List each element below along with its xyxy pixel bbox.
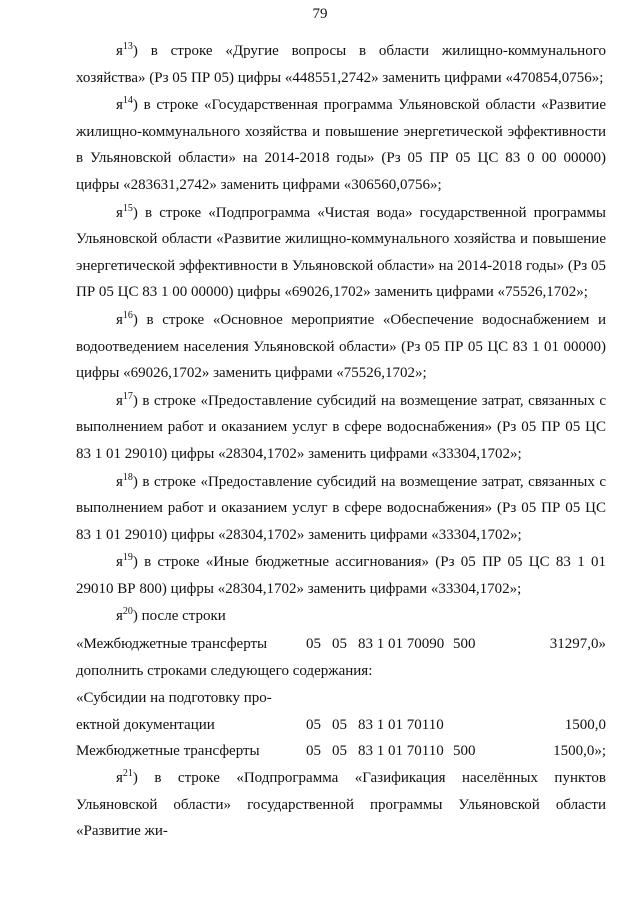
amount-cell: 31297,0» bbox=[549, 636, 606, 653]
amount-cell: 1500,0»; bbox=[553, 743, 606, 760]
paragraph-text: ) в строке «Подпрограмма «Чистая вода» государственной программы Ульяновской области «Развитие жилищно-коммунального хозяйства и повышение энергетической эффективности в Ульяновской области» на 2014-2018 годы» (Рз 05 ПР 05 ЦС 83 1 00 00000) цифры «69026,1702» заменить цифрами «75526,1702»; bbox=[76, 204, 606, 301]
table-row bbox=[76, 685, 606, 712]
table-row bbox=[76, 631, 606, 658]
paragraph-20 bbox=[76, 603, 606, 630]
row-title-cell: «Субсидии на подготовку про- bbox=[76, 690, 272, 707]
row-title-cell: «Межбюджетные трансферты bbox=[76, 636, 268, 653]
item-letter: я bbox=[116, 392, 123, 409]
paragraph-text: ) в строке «Подпрограмма «Газификация населённых пунктов Ульяновской области» государственной программы Ульяновской области «Развитие жи- bbox=[76, 770, 606, 840]
subsection-code-cell: 05 bbox=[332, 716, 347, 733]
item-number: 14 bbox=[122, 95, 133, 107]
paragraph-21 bbox=[76, 765, 606, 845]
expense-type-cell: 500 bbox=[453, 636, 476, 653]
section-code-cell: 05 bbox=[306, 636, 321, 653]
expense-type-cell: 500 bbox=[453, 743, 476, 760]
item-letter: я bbox=[116, 473, 123, 490]
paragraph-14 bbox=[76, 92, 606, 198]
amount-cell: 1500,0 bbox=[564, 716, 606, 733]
item-number: 17 bbox=[122, 390, 133, 402]
item-letter: я bbox=[116, 204, 123, 221]
new-rows-table bbox=[76, 685, 606, 765]
item-number: 19 bbox=[122, 552, 133, 564]
item-letter: я bbox=[116, 43, 123, 59]
paragraph-text: ) в строке «Предоставление субсидий на возмещение затрат, связанных с выполнением работ и оказанием услуг в сфере водоснабжения» (Рз 05 ПР 05 ЦС 83 1 01 29010) цифры «28304,1702» заменить цифрами «33304,1702»; bbox=[76, 473, 606, 543]
row-title-cell: Межбюджетные трансферты bbox=[76, 743, 260, 760]
paragraph-15 bbox=[76, 200, 606, 306]
paragraph-17 bbox=[76, 388, 606, 468]
paragraph-text: ) в строке «Государственная программа Ульяновской области «Развитие жилищно-коммунального хозяйства и повышение энергетической эффективности в Ульяновской области» на 2014-2018 годы» (Рз 05 ПР 05 ЦС 83 0 00 00000) цифры «283631,2742» заменить цифрами «306560,0756»; bbox=[76, 97, 606, 193]
item-letter: я bbox=[116, 97, 123, 114]
target-code-cell: 83 1 01 70110 bbox=[358, 716, 444, 733]
paragraph-13 bbox=[76, 38, 606, 91]
table-row bbox=[76, 738, 606, 765]
item-letter: я bbox=[116, 770, 123, 787]
paragraph-text: ) в строке «Другие вопросы в области жилищно-коммунального хозяйства» (Рз 05 ПР 05) цифры «448551,2742» заменить цифрами «470854,0756»; bbox=[76, 43, 606, 86]
supplement-text: дополнить строками следующего содержания: bbox=[76, 662, 373, 679]
target-code-cell: 83 1 01 70110 bbox=[358, 743, 444, 760]
item-letter: я bbox=[116, 608, 123, 625]
row-title-cell: ектной документации bbox=[76, 716, 215, 733]
subsection-code-cell: 05 bbox=[332, 743, 347, 760]
item-number: 18 bbox=[122, 471, 133, 483]
paragraph-text: ) в строке «Иные бюджетные ассигнования» (Рз 05 ПР 05 ЦС 83 1 01 29010 ВР 800) цифры «28304,1702» заменить цифрами «33304,1702»; bbox=[76, 554, 606, 597]
item-letter: я bbox=[116, 311, 123, 328]
subsection-code-cell: 05 bbox=[332, 636, 347, 653]
item-number: 20 bbox=[122, 606, 133, 618]
paragraph-text: ) в строке «Предоставление субсидий на возмещение затрат, связанных с выполнением работ и оказанием услуг в сфере водоснабжения» (Рз 05 ПР 05 ЦС 83 1 01 29010) цифры «28304,1702» заменить цифрами «33304,1702»; bbox=[76, 392, 606, 462]
expense-type-cell bbox=[453, 712, 503, 739]
document-body bbox=[76, 38, 606, 846]
item-number: 21 bbox=[122, 768, 133, 780]
section-code-cell: 05 bbox=[306, 716, 321, 733]
item-number: 13 bbox=[122, 41, 133, 52]
item-number: 15 bbox=[122, 202, 133, 214]
paragraph-text: ) в строке «Основное мероприятие «Обеспечение водоснабжением и водоотведением населения Ульяновской области» (Рз 05 ПР 05 ЦС 83 1 01 00000) цифры «69026,1702» заменить цифрами «75526,1702»; bbox=[76, 311, 606, 382]
target-code-cell: 83 1 01 70090 bbox=[358, 636, 445, 653]
paragraph-18 bbox=[76, 469, 606, 549]
paragraph-16 bbox=[76, 307, 606, 387]
item-letter: я bbox=[116, 554, 123, 571]
table-row bbox=[76, 712, 606, 739]
item-number: 16 bbox=[122, 309, 133, 321]
paragraph-text: ) после строки bbox=[132, 608, 226, 625]
paragraph-19 bbox=[76, 549, 606, 602]
page-number: 79 bbox=[312, 6, 328, 22]
section-code-cell: 05 bbox=[306, 743, 321, 760]
budget-row-table bbox=[76, 631, 606, 658]
